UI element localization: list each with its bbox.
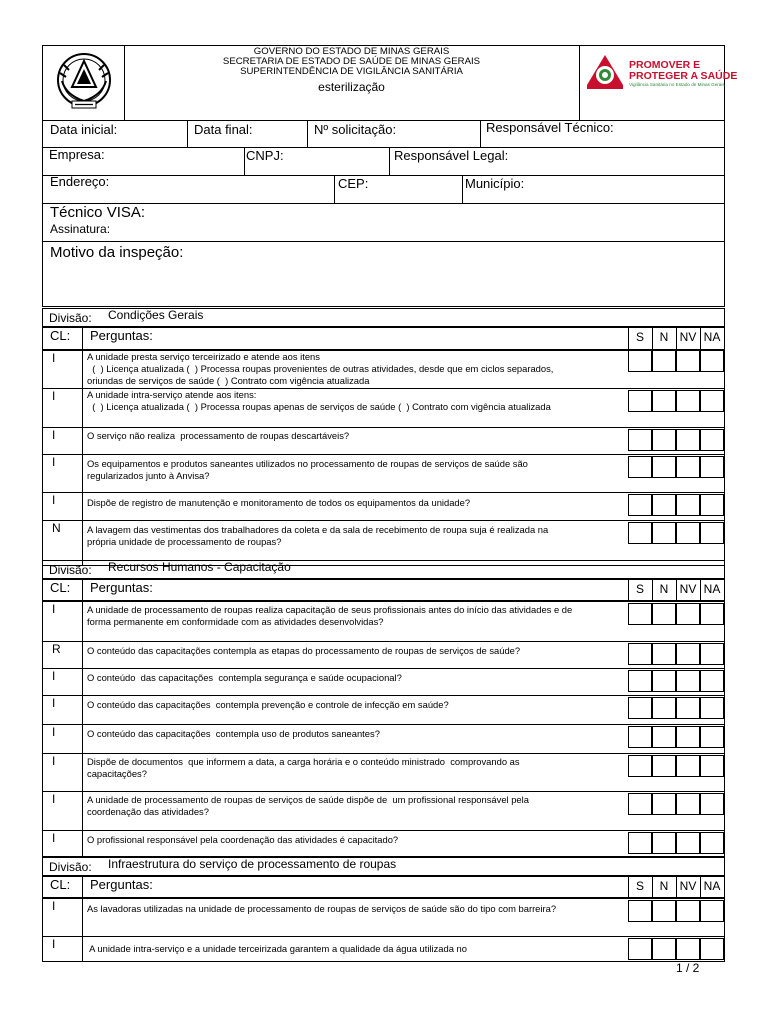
question-text: forma permanente em conformidade com as atividades desenvolvidas? xyxy=(87,616,384,627)
answer-checkbox-s[interactable] xyxy=(628,522,652,544)
question-classification: I xyxy=(52,602,56,616)
divider xyxy=(82,668,83,695)
answer-checkbox-s[interactable] xyxy=(628,697,652,719)
question-text: Dispõe de documentos que informem a data, a carga horária e o conteúdo ministrado comprovando as xyxy=(87,756,520,767)
answer-checkbox-s[interactable] xyxy=(628,350,652,372)
answer-checkbox-nv[interactable] xyxy=(676,643,700,665)
question-classification: I xyxy=(52,351,56,365)
resp-legal-field[interactable]: Responsável Legal: xyxy=(394,148,509,163)
column-header-nv: NV xyxy=(679,879,697,893)
divider xyxy=(82,876,83,898)
answer-checkbox-n[interactable] xyxy=(652,793,676,815)
divider xyxy=(82,350,83,388)
gov-line-3: SUPERINTENDÊNCIA DE VIGILÂNCIA SANITÁRIA xyxy=(240,66,463,77)
question-text: coordenação das atividades? xyxy=(87,806,209,817)
answer-checkbox-s[interactable] xyxy=(628,494,652,516)
column-header-na: NA xyxy=(703,879,721,893)
answer-checkbox-s[interactable] xyxy=(628,670,652,692)
divider xyxy=(82,579,83,601)
answer-checkbox-nv[interactable] xyxy=(676,938,700,960)
column-header-n: N xyxy=(659,330,669,344)
question-text: O conteúdo das capacitações contempla as etapas do processamento de roupas de serviços de saúde? xyxy=(87,645,521,656)
header-divider-right xyxy=(579,45,580,121)
answer-checkbox-n[interactable] xyxy=(652,429,676,451)
answer-checkbox-na[interactable] xyxy=(700,429,724,451)
logo-text-1: PROMOVER E xyxy=(629,59,701,71)
answer-checkbox-nv[interactable] xyxy=(676,456,700,478)
answer-checkbox-s[interactable] xyxy=(628,832,652,854)
answer-checkbox-na[interactable] xyxy=(700,522,724,544)
solicitacao-field[interactable]: Nº solicitação: xyxy=(314,122,397,137)
info-row-address xyxy=(42,175,725,204)
answer-checkbox-n[interactable] xyxy=(652,390,676,412)
divider xyxy=(82,830,83,856)
column-header-nv: NV xyxy=(679,330,697,344)
divider xyxy=(82,520,83,565)
answer-checkbox-nv[interactable] xyxy=(676,697,700,719)
column-header-n: N xyxy=(659,879,669,893)
data-inicial-field[interactable]: Data inicial: xyxy=(50,122,118,137)
answer-checkbox-n[interactable] xyxy=(652,832,676,854)
health-logo-icon xyxy=(583,51,627,91)
answer-checkbox-s[interactable] xyxy=(628,793,652,815)
question-classification: I xyxy=(52,389,56,403)
data-final-field[interactable]: Data final: xyxy=(194,122,253,137)
question-text: A unidade intra-serviço e a unidade terceirizada garantem a qualidade da água utilizada no xyxy=(87,943,467,954)
divider xyxy=(82,641,83,668)
perguntas-header: Perguntas: xyxy=(90,877,153,892)
answer-checkbox-s[interactable] xyxy=(628,429,652,451)
question-text: A unidade de processamento de roupas de serviços de saúde dispõe de um profissional responsável pela xyxy=(87,794,529,805)
divider xyxy=(82,898,83,936)
question-classification: I xyxy=(52,831,56,845)
motivo-field[interactable]: Motivo da inspeção: xyxy=(50,244,184,261)
question-text: ( ) Licença atualizada ( ) Processa roupas apenas de serviços de saúde ( ) Contrato com vigência atualizada xyxy=(87,401,551,412)
question-text: Dispõe de registro de manutenção e monitoramento de todos os equipamentos da unidade? xyxy=(87,497,471,508)
divider xyxy=(82,724,83,753)
divider xyxy=(244,147,245,176)
answer-checkbox-na[interactable] xyxy=(700,726,724,748)
divider xyxy=(82,327,83,350)
question-classification: I xyxy=(52,792,56,806)
answer-checkbox-nv[interactable] xyxy=(676,793,700,815)
question-text: capacitações? xyxy=(87,768,147,779)
answer-checkbox-s[interactable] xyxy=(628,755,652,777)
question-text: O conteúdo das capacitações contempla prevenção e controle de infecção em saúde? xyxy=(87,699,449,710)
divider xyxy=(82,492,83,520)
answer-checkbox-n[interactable] xyxy=(652,603,676,625)
question-text: O profissional responsável pela coordenação das atividades é capacitado? xyxy=(87,834,399,845)
answer-checkbox-s[interactable] xyxy=(628,390,652,412)
division-title: Recursos Humanos - Capacitação xyxy=(108,560,291,574)
question-text: regularizados junto à Anvisa? xyxy=(87,470,210,481)
gov-line-1: GOVERNO DO ESTADO DE MINAS GERAIS xyxy=(253,46,450,57)
answer-checkbox-nv[interactable] xyxy=(676,603,700,625)
question-text: As lavadoras utilizadas na unidade de processamento de roupas de serviços de saúde são do tipo com barreira? xyxy=(87,903,557,914)
assinatura-field[interactable]: Assinatura: xyxy=(50,222,111,236)
division-title: Condições Gerais xyxy=(108,308,204,322)
question-classification: I xyxy=(52,493,56,507)
answer-checkbox-n[interactable] xyxy=(652,726,676,748)
column-header-na: NA xyxy=(703,330,721,344)
answer-checkbox-n[interactable] xyxy=(652,522,676,544)
divider xyxy=(480,120,481,148)
divider xyxy=(82,388,83,427)
question-text: A unidade de processamento de roupas realiza capacitação de seus profissionais antes do início das atividades e de xyxy=(87,604,573,615)
question-classification: I xyxy=(52,428,56,442)
division-label: Divisão: xyxy=(49,860,92,874)
answer-checkbox-na[interactable] xyxy=(700,938,724,960)
coat-of-arms-icon xyxy=(52,51,116,113)
cnpj-field[interactable]: CNPJ: xyxy=(246,148,284,163)
answer-checkbox-nv[interactable] xyxy=(676,755,700,777)
divider xyxy=(82,454,83,492)
question-text: oriundas de serviços de saúde ( ) Contrato com vigência atualizada xyxy=(87,375,370,386)
question-text: O conteúdo das capacitações contempla uso de produtos saneantes? xyxy=(87,728,380,739)
divider xyxy=(82,601,83,641)
answer-checkbox-nv[interactable] xyxy=(676,350,700,372)
divider xyxy=(389,147,390,176)
answer-checkbox-n[interactable] xyxy=(652,643,676,665)
answer-checkbox-na[interactable] xyxy=(700,832,724,854)
answer-checkbox-n[interactable] xyxy=(652,938,676,960)
answer-checkbox-nv[interactable] xyxy=(676,522,700,544)
info-row-company xyxy=(42,147,725,176)
answer-checkbox-na[interactable] xyxy=(700,603,724,625)
divider xyxy=(82,695,83,724)
answer-checkbox-nv[interactable] xyxy=(676,832,700,854)
question-classification: I xyxy=(52,669,56,683)
question-text: própria unidade de processamento de roupas? xyxy=(87,536,282,547)
question-text: O serviço não realiza processamento de roupas descartáveis? xyxy=(87,430,350,441)
divider xyxy=(82,427,83,454)
answer-checkbox-nv[interactable] xyxy=(676,726,700,748)
question-classification: I xyxy=(52,696,56,710)
logo-text-2: PROTEGER A SAÚDE xyxy=(629,70,738,82)
resp-tecnico-field[interactable]: Responsável Técnico: xyxy=(486,120,614,135)
question-classification: I xyxy=(52,754,56,768)
division-title: Infraestrutura do serviço de processamento de roupas xyxy=(108,857,397,871)
answer-checkbox-n[interactable] xyxy=(652,755,676,777)
division-label: Divisão: xyxy=(49,311,92,325)
divider xyxy=(187,120,188,148)
answer-checkbox-n[interactable] xyxy=(652,900,676,922)
tecnico-visa-field[interactable]: Técnico VISA: xyxy=(50,204,146,221)
answer-checkbox-n[interactable] xyxy=(652,494,676,516)
answer-checkbox-na[interactable] xyxy=(700,793,724,815)
question-classification: I xyxy=(52,455,56,469)
divider xyxy=(307,120,308,148)
gov-line-2: SECRETARIA DE ESTADO DE SAÚDE DE MINAS GERAIS xyxy=(222,56,481,67)
perguntas-header: Perguntas: xyxy=(90,580,153,595)
answer-checkbox-na[interactable] xyxy=(700,900,724,922)
form-title: esterilização xyxy=(318,80,385,94)
question-text: ( ) Licença atualizada ( ) Processa roupas provenientes de outras atividades, desde que em ciclos separados, xyxy=(87,363,554,374)
answer-checkbox-s[interactable] xyxy=(628,900,652,922)
column-header-n: N xyxy=(659,582,669,596)
division-label: Divisão: xyxy=(49,563,92,577)
empresa-field[interactable]: Empresa: xyxy=(49,147,105,162)
endereco-field[interactable]: Endereço: xyxy=(50,174,110,189)
answer-checkbox-na[interactable] xyxy=(700,670,724,692)
column-header-s: S xyxy=(635,879,644,893)
cl-header: CL: xyxy=(50,580,71,595)
answer-checkbox-na[interactable] xyxy=(700,494,724,516)
divider xyxy=(82,936,83,961)
question-classification: I xyxy=(52,937,56,951)
answer-checkbox-na[interactable] xyxy=(700,697,724,719)
divider xyxy=(462,175,463,204)
answer-checkbox-na[interactable] xyxy=(700,755,724,777)
answer-checkbox-s[interactable] xyxy=(628,643,652,665)
page-number: 1 / 2 xyxy=(676,961,700,975)
answer-checkbox-nv[interactable] xyxy=(676,900,700,922)
question-text: Os equipamentos e produtos saneantes utilizados no processamento de roupas de serviços de saúde são xyxy=(87,458,528,469)
answer-checkbox-s[interactable] xyxy=(628,456,652,478)
column-header-nv: NV xyxy=(679,582,697,596)
cep-field[interactable]: CEP: xyxy=(338,176,369,191)
answer-checkbox-n[interactable] xyxy=(652,697,676,719)
answer-checkbox-nv[interactable] xyxy=(676,390,700,412)
divider xyxy=(82,753,83,791)
perguntas-header: Perguntas: xyxy=(90,328,153,343)
column-header-s: S xyxy=(635,582,644,596)
answer-checkbox-n[interactable] xyxy=(652,350,676,372)
cl-header: CL: xyxy=(50,328,71,343)
logo-tagline: Vigilância Sanitária no Estado de Minas Gerais xyxy=(629,82,725,87)
question-text: A lavagem das vestimentas dos trabalhadores da coleta e da sala de recebimento de roupa suja é realizada na xyxy=(87,524,549,535)
answer-checkbox-n[interactable] xyxy=(652,456,676,478)
question-classification: N xyxy=(52,521,61,535)
answer-checkbox-n[interactable] xyxy=(652,670,676,692)
question-text: A unidade presta serviço terceirizado e atende aos itens xyxy=(87,351,320,362)
question-classification: R xyxy=(52,642,61,656)
question-text: O conteúdo das capacitações contempla segurança e saúde ocupacional? xyxy=(87,672,402,683)
municipio-field[interactable]: Município: xyxy=(465,176,525,191)
column-header-s: S xyxy=(635,330,644,344)
column-header-na: NA xyxy=(703,582,721,596)
cl-header: CL: xyxy=(50,877,71,892)
divider xyxy=(334,175,335,204)
answer-checkbox-s[interactable] xyxy=(628,726,652,748)
answer-checkbox-s[interactable] xyxy=(628,938,652,960)
answer-checkbox-nv[interactable] xyxy=(676,494,700,516)
answer-checkbox-na[interactable] xyxy=(700,350,724,372)
answer-checkbox-na[interactable] xyxy=(700,456,724,478)
answer-checkbox-na[interactable] xyxy=(700,390,724,412)
answer-checkbox-nv[interactable] xyxy=(676,429,700,451)
question-classification: I xyxy=(52,899,56,913)
answer-checkbox-s[interactable] xyxy=(628,603,652,625)
answer-checkbox-nv[interactable] xyxy=(676,670,700,692)
question-text: A unidade intra-serviço atende aos itens: xyxy=(87,389,257,400)
divider xyxy=(82,791,83,830)
answer-checkbox-na[interactable] xyxy=(700,643,724,665)
question-classification: I xyxy=(52,725,56,739)
